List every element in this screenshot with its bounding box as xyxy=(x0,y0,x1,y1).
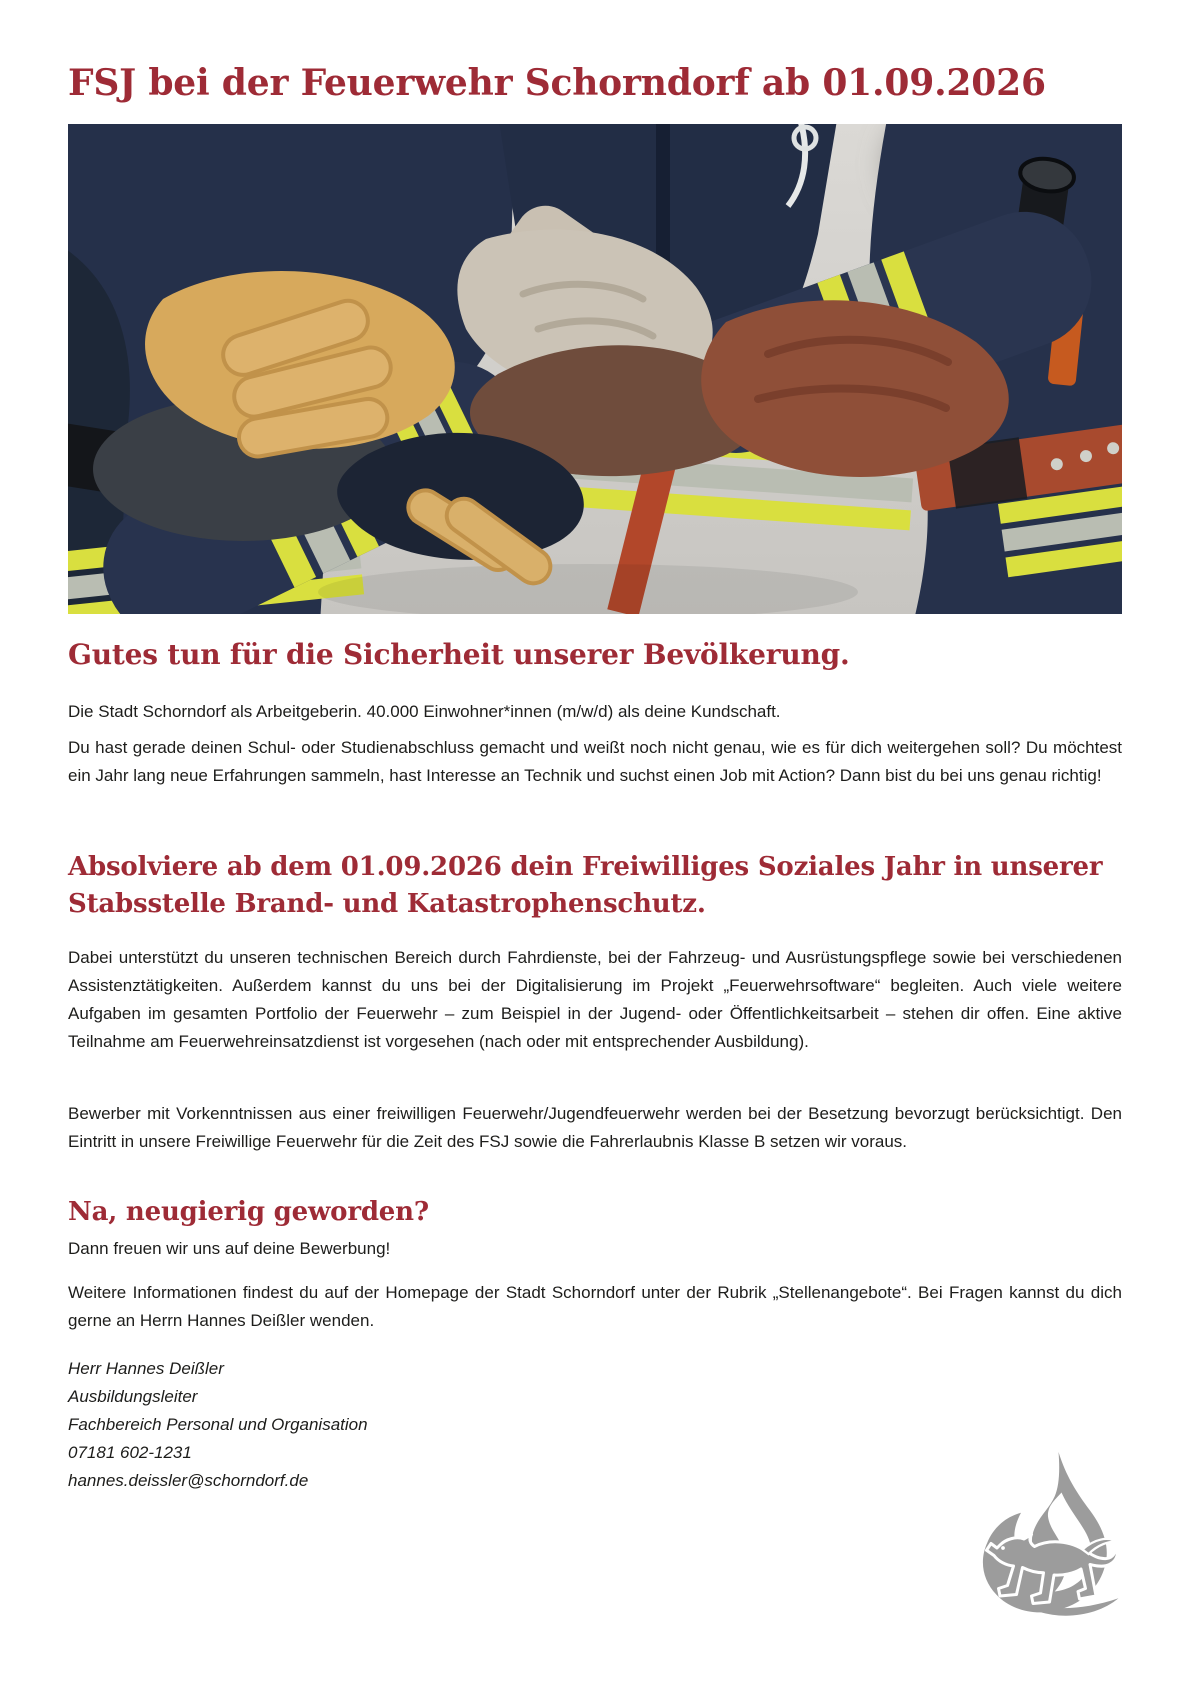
outro-heading: Na, neugierig geworden? xyxy=(68,1197,429,1228)
page-title: FSJ bei der Feuerwehr Schorndorf ab 01.09.2026 xyxy=(68,62,1046,104)
contact-email: hannes.deissler@schorndorf.de xyxy=(68,1471,309,1491)
contact-department: Fachbereich Personal und Organisation xyxy=(68,1415,368,1435)
outro-paragraph-1: Dann freuen wir uns auf deine Bewerbung! xyxy=(68,1238,391,1258)
contact-block xyxy=(68,1355,1122,1495)
fsj-heading: Absolviere ab dem 01.09.2026 dein Freiwilliges Soziales Jahr in unserer Stabsstelle Brand- und Katastrophenschutz. xyxy=(68,851,1103,920)
intro-heading: Gutes tun für die Sicherheit unserer Bevölkerung. xyxy=(68,637,850,671)
intro-paragraph-2: Du hast gerade deinen Schul- oder Studienabschluss gemacht und weißt noch nicht genau, wie es für dich weitergehen soll? Du möchtest ein Jahr lang neue Erfahrungen sammeln, hast Interesse an Technik und suchst einen Job mit Action? Dann bist du bei uns genau richtig! xyxy=(68,738,1122,786)
fsj-paragraph-1: Dabei unterstützt du unseren technischen Bereich durch Fahrdienste, bei der Fahrzeug- und Ausrüstungspflege sowie bei verschiedenen Assistenztätigkeiten. Außerdem kannst du uns bei der Digitalisierung im Projekt „Feuerwehrsoftware“ begleiten. Auch viele weitere Aufgaben im gesamten Portfolio der Feuerwehr – zum Beispiel in der Jugend- oder Öffentlichkeitsarbeit – stehen dir offen. Eine aktive Teilnahme am Feuerwehreinsatzdienst ist vorgesehen (nach oder mit entsprechender Ausbildung). xyxy=(68,947,1122,1052)
contact-role: Ausbildungsleiter xyxy=(68,1386,198,1406)
outro-paragraph-2: Weitere Informationen findest du auf der Homepage der Stadt Schorndorf unter der Rubrik „Stellenangebote“. Bei Fragen kannst du dich gerne an Herrn Hannes Deißler wenden. xyxy=(68,1282,1122,1330)
contact-name: Herr Hannes Deißler xyxy=(68,1358,224,1378)
schorndorf-flame-lion-logo xyxy=(970,1448,1120,1633)
fsj-paragraph-2: Bewerber mit Vorkenntnissen aus einer freiwilligen Feuerwehr/Jugendfeuerwehr werden bei der Besetzung bevorzugt berücksichtigt. Den Eintritt in unsere Freiwillige Feuerwehr für die Zeit des FSJ sowie die Fahrerlaubnis Klasse B setzen wir voraus. xyxy=(68,1104,1122,1152)
intro-paragraph-1: Die Stadt Schorndorf als Arbeitgeberin. 40.000 Einwohner*innen (m/w/d) als deine Kundschaft. xyxy=(68,702,781,722)
firefighters-photo xyxy=(68,124,1122,614)
contact-phone: 07181 602-1231 xyxy=(68,1443,192,1463)
